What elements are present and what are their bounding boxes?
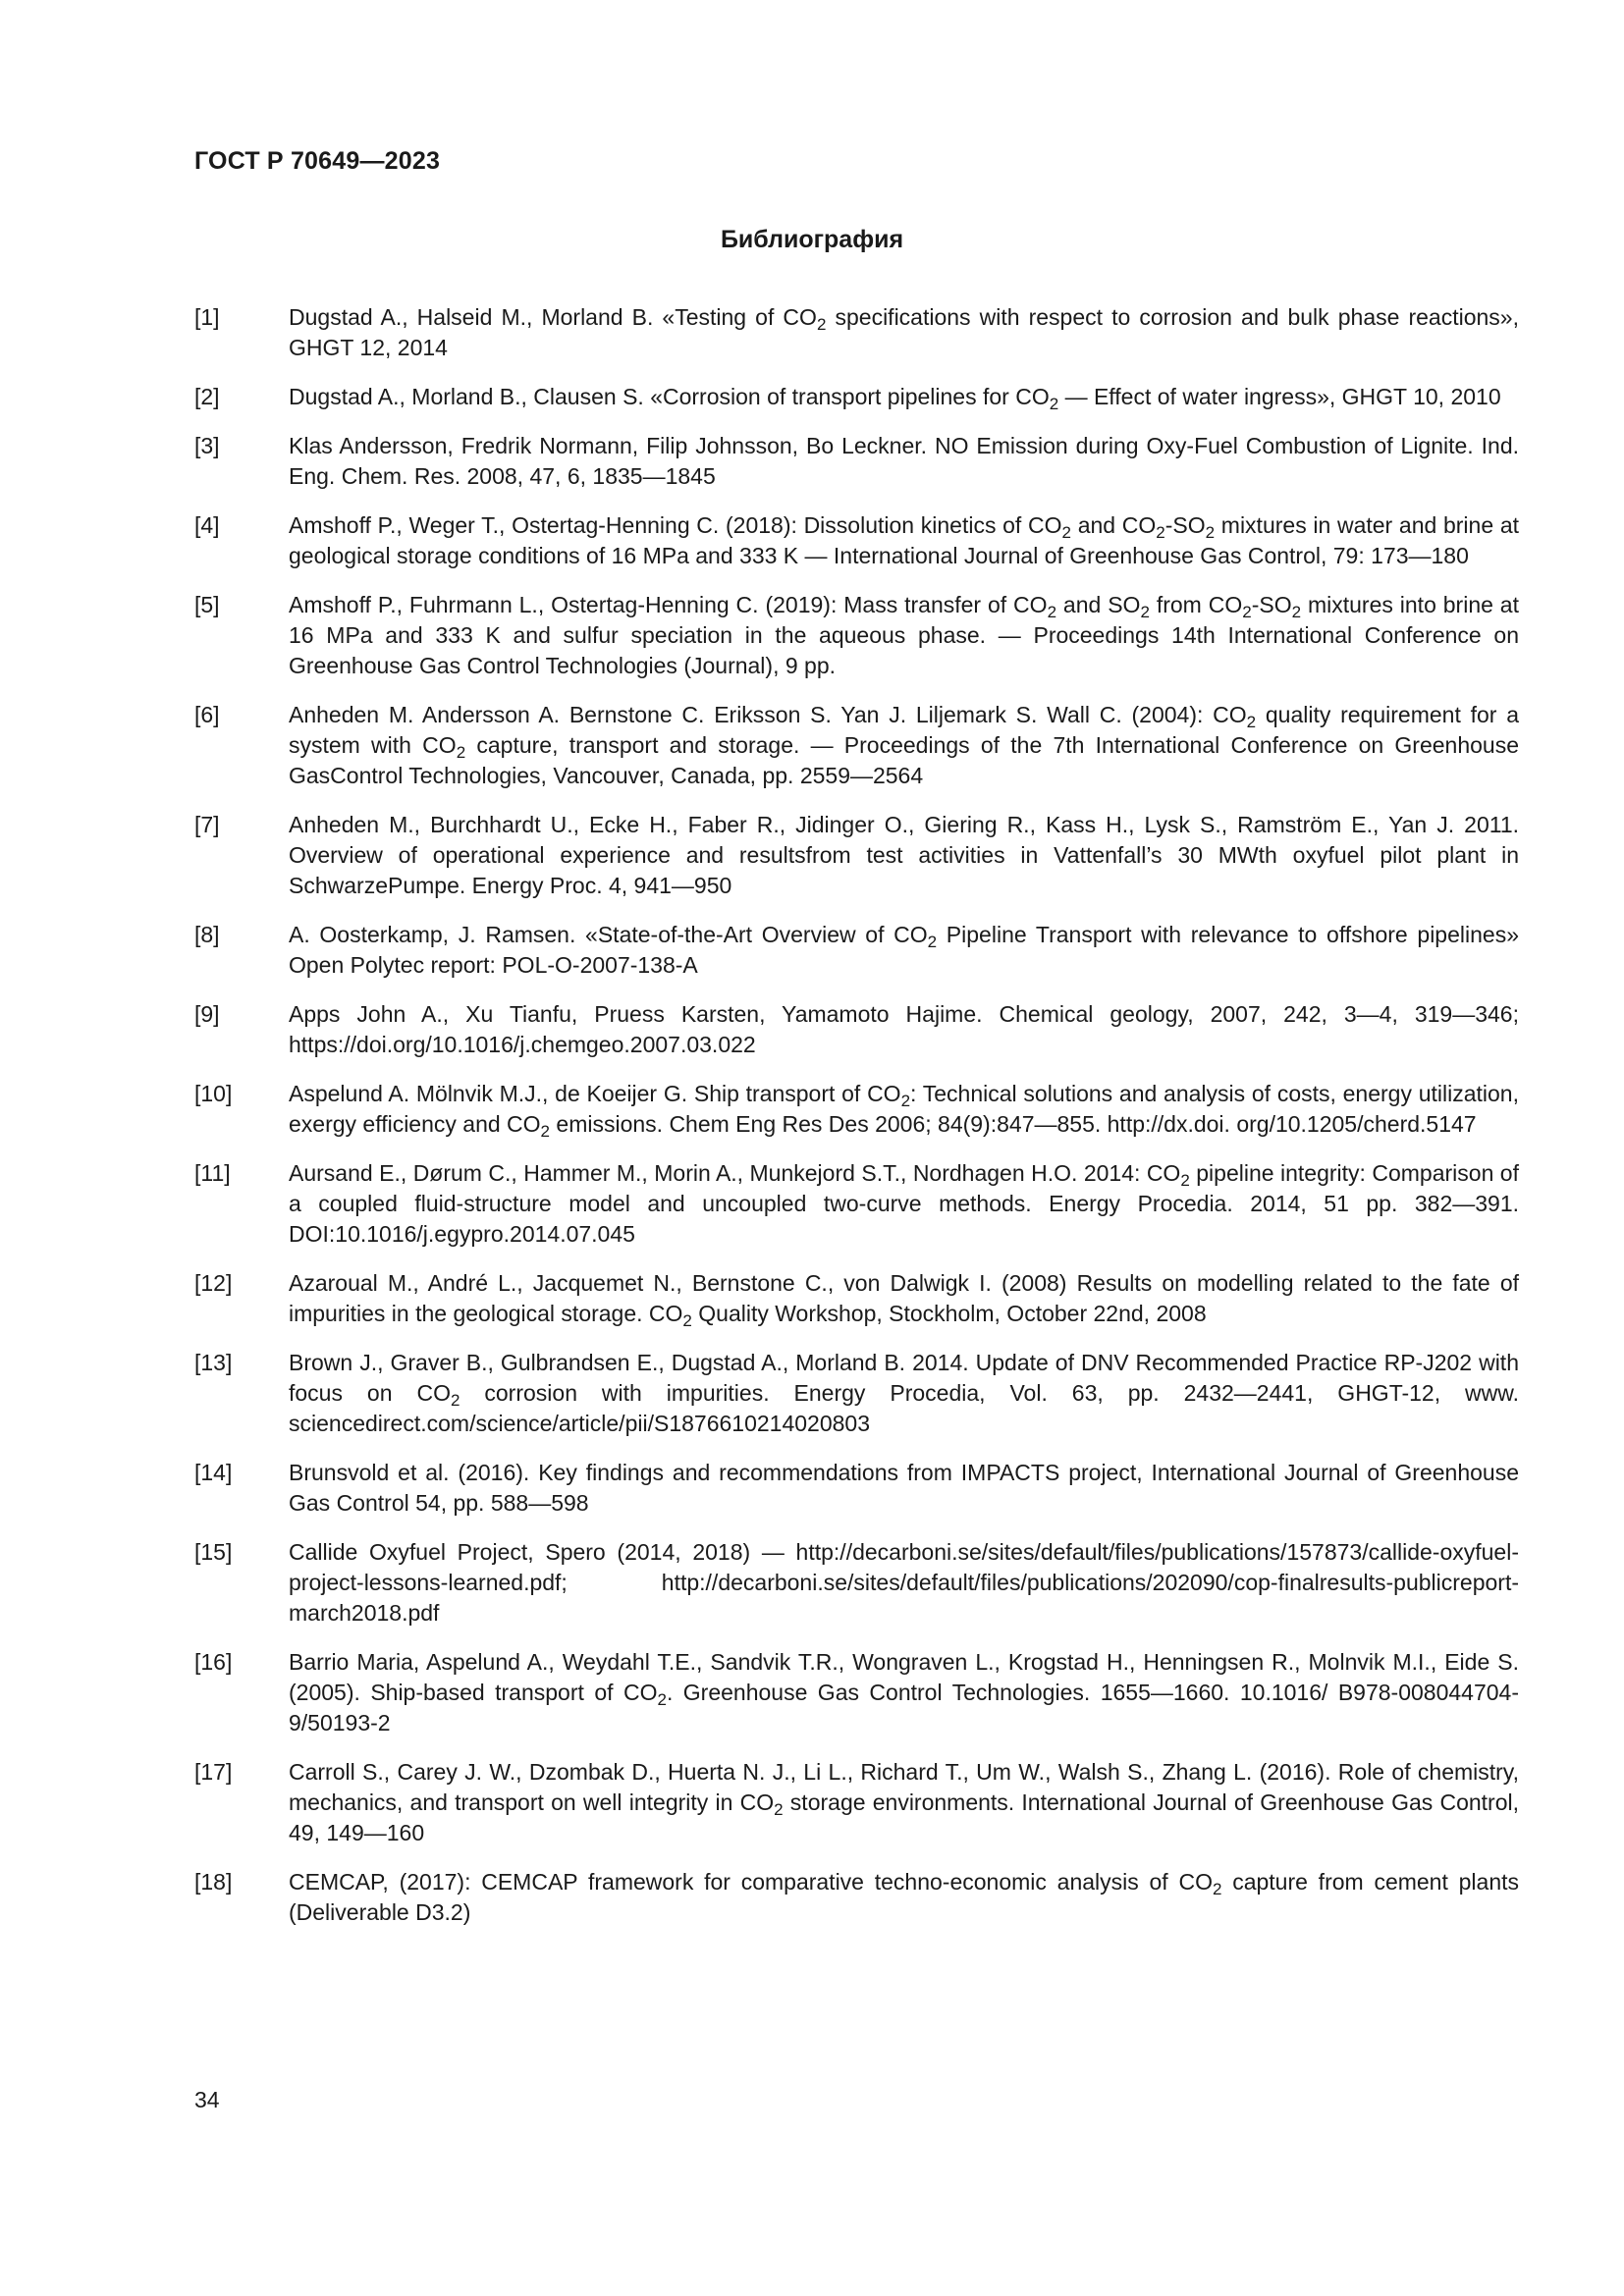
- reference-text: Dugstad A., Halseid M., Morland B. «Testing of $CO_2$ specifications with respect to corrosion and bulk phase reactions», GHGT 12, 2014: [289, 304, 1519, 360]
- reference-number: [13]: [194, 1350, 233, 1375]
- reference-entry: [194, 1647, 1519, 1738]
- reference-text: A. Oosterkamp, J. Ramsen. «State-of-the-Art Overview of $CO_2$ Pipeline Transport with relevance to offshore pipelines» Open Polytec report: POL-O-2007-138-A: [289, 922, 1519, 978]
- reference-text: Apps John A., Xu Tianfu, Pruess Karsten, Yamamoto Hajime. Chemical geology, 2007, 242, 3—4, 319—346; https://doi.org/10.1016/j.chemgeo.2007.03.022: [289, 1001, 1519, 1057]
- reference-number: [16]: [194, 1649, 233, 1675]
- reference-entry: [194, 1458, 1519, 1519]
- reference-text: Brunsvold et al. (2016). Key findings and recommendations from IMPACTS project, International Journal of Greenhouse Gas Control 54, pp. 588—598: [289, 1460, 1519, 1516]
- section-title: Библиография: [720, 226, 904, 253]
- reference-number: [17]: [194, 1759, 233, 1785]
- reference-number: [10]: [194, 1081, 233, 1106]
- reference-text: CEMCAP, (2017): CEMCAP framework for comparative techno-economic analysis of $CO_2$ capture from cement plants (Deliverable D3.2): [289, 1869, 1520, 1925]
- reference-entry: [194, 1079, 1519, 1140]
- reference-number: [11]: [194, 1160, 231, 1186]
- reference-text: Carroll S., Carey J. W., Dzombak D., Huerta N. J., Li L., Richard T., Um W., Walsh S., Zhang L. (2016). Role of chemistry, mechanics, and transport on well integrity in $CO_2$ storage environments. International Journal of Greenhouse Gas Control, 49, 149—160: [289, 1759, 1519, 1845]
- document-header: ГОСТ Р 70649—2023: [194, 147, 441, 175]
- reference-text: Aursand E., Dørum C., Hammer M., Morin A., Munkejord S.T., Nordhagen H.O. 2014: $CO_2$ pipeline integrity: Comparison of a coupled fluid-structure model and uncoupled two-curve methods. Energy Procedia. 2014, 51 pp. 382—391. DOI:10.1016/j.egypro.2014.07.045: [289, 1160, 1519, 1247]
- reference-entry: [194, 1867, 1519, 1928]
- reference-entry: [194, 810, 1519, 901]
- page-number: 34: [194, 2087, 220, 2112]
- reference-entry: [194, 1348, 1519, 1439]
- reference-entry: [194, 590, 1519, 681]
- reference-text: Barrio Maria, Aspelund A., Weydahl T.E., Sandvik T.R., Wongraven L., Krogstad H., Henningsen R., Molnvik M.I., Eide S. (2005). Ship-based transport of $CO_2$. Greenhouse Gas Control Technologies. 1655—1660. 10.1016/ B978-008044704-9/50193-2: [289, 1649, 1519, 1735]
- reference-number: [18]: [194, 1869, 233, 1895]
- reference-entry: [194, 920, 1519, 981]
- reference-entry: [194, 510, 1519, 571]
- reference-number: [9]: [194, 1001, 220, 1027]
- reference-entry: [194, 1268, 1519, 1329]
- reference-text: Amshoff P., Fuhrmann L., Ostertag-Henning C. (2019): Mass transfer of $CO_2$ and $SO_2$ from $CO_2-SO_2$ mixtures into brine at 16 MPa and 333 K and sulfur speciation in the aqueous phase. — Proceedings 14th International Conference on Greenhouse Gas Control Technologies (Journal), 9 pp.: [289, 592, 1519, 678]
- reference-number: [5]: [194, 592, 220, 617]
- reference-text: Klas Andersson, Fredrik Normann, Filip Johnsson, Bo Leckner. NO Emission during Oxy-Fuel Combustion of Lignite. Ind. Eng. Chem. Res. 2008, 47, 6, 1835—1845: [289, 433, 1519, 489]
- reference-text: Dugstad A., Morland B., Clausen S. «Corrosion of transport pipelines for $CO_2$ — Effect of water ingress», GHGT 10, 2010: [289, 384, 1501, 413]
- reference-number: [7]: [194, 812, 220, 837]
- reference-number: [4]: [194, 512, 220, 538]
- reference-number: [2]: [194, 384, 220, 409]
- reference-entry: [194, 431, 1519, 492]
- reference-entry: [194, 302, 1519, 363]
- reference-text: Anheden M., Burchhardt U., Ecke H., Faber R., Jidinger O., Giering R., Kass H., Lysk S., Ramström E., Yan J. 2011. Overview of operational experience and resultsfrom test activities in Vattenfall’s 30 MWth oxyfuel pilot plant in SchwarzePumpe. Energy Proc. 4, 941—950: [289, 812, 1519, 898]
- reference-number: [15]: [194, 1539, 233, 1565]
- reference-text: Brown J., Graver B., Gulbrandsen E., Dugstad A., Morland B. 2014. Update of DNV Recommended Practice RP-J202 with focus on $CO_2$ corrosion with impurities. Energy Procedia, Vol. 63, pp. 2432—2441, GHGT-12, www. sciencedirect.com/science/article/pii/S1876610214020803: [289, 1350, 1520, 1436]
- reference-text: Azaroual M., André L., Jacquemet N., Bernstone C., von Dalwigk I. (2008) Results on modelling related to the fate of impurities in the geological storage. $CO_2$ Quality Workshop, Stockholm, October 22nd, 2008: [289, 1270, 1519, 1330]
- reference-text: Callide Oxyfuel Project, Spero (2014, 2018) — http://decarboni.se/sites/default/files/publications/157873/callide-oxyfuel-project-lessons-learned.pdf; http://decarboni.se/sites/default/files/publications/202090/cop-finalresults-publicreport-march2018.pdf: [289, 1539, 1519, 1626]
- reference-number: [6]: [194, 702, 220, 727]
- reference-number: [14]: [194, 1460, 233, 1485]
- reference-text: Anheden M. Andersson A. Bernstone C. Eriksson S. Yan J. Liljemark S. Wall C. (2004): $CO_2$ quality requirement for a system with $CO_2$ capture, transport and storage. — Proceedings of the 7th International Conference on Greenhouse GasControl Technologies, Vancouver, Canada, pp. 2559—2564: [289, 702, 1519, 788]
- reference-number: [12]: [194, 1270, 233, 1296]
- reference-entry: [194, 1158, 1519, 1250]
- reference-text: Aspelund A. Mölnvik M.J., de Koeijer G. Ship transport of $CO_2$: Technical solutions and analysis of costs, energy utilization, exergy efficiency and $CO_2$ emissions. Chem Eng Res Des 2006; 84(9):847—855. http://dx.doi. org/10.1205/cherd.5147: [289, 1081, 1519, 1141]
- reference-number: [3]: [194, 433, 220, 458]
- reference-text: Amshoff P., Weger T., Ostertag-Henning C. (2018): Dissolution kinetics of $CO_2$ and $CO_2-SO_2$ mixtures in water and brine at geological storage conditions of 16 MPa and 333 K — International Journal of Greenhouse Gas Control, 79: 173—180: [289, 512, 1520, 568]
- reference-number: [8]: [194, 922, 220, 947]
- reference-entry: [194, 382, 1519, 412]
- reference-entry: [194, 1537, 1519, 1629]
- reference-number: [1]: [194, 304, 220, 330]
- reference-entry: [194, 700, 1519, 791]
- reference-entry: [194, 999, 1519, 1060]
- bibliography-list: [194, 302, 1519, 1947]
- reference-entry: [194, 1757, 1519, 1848]
